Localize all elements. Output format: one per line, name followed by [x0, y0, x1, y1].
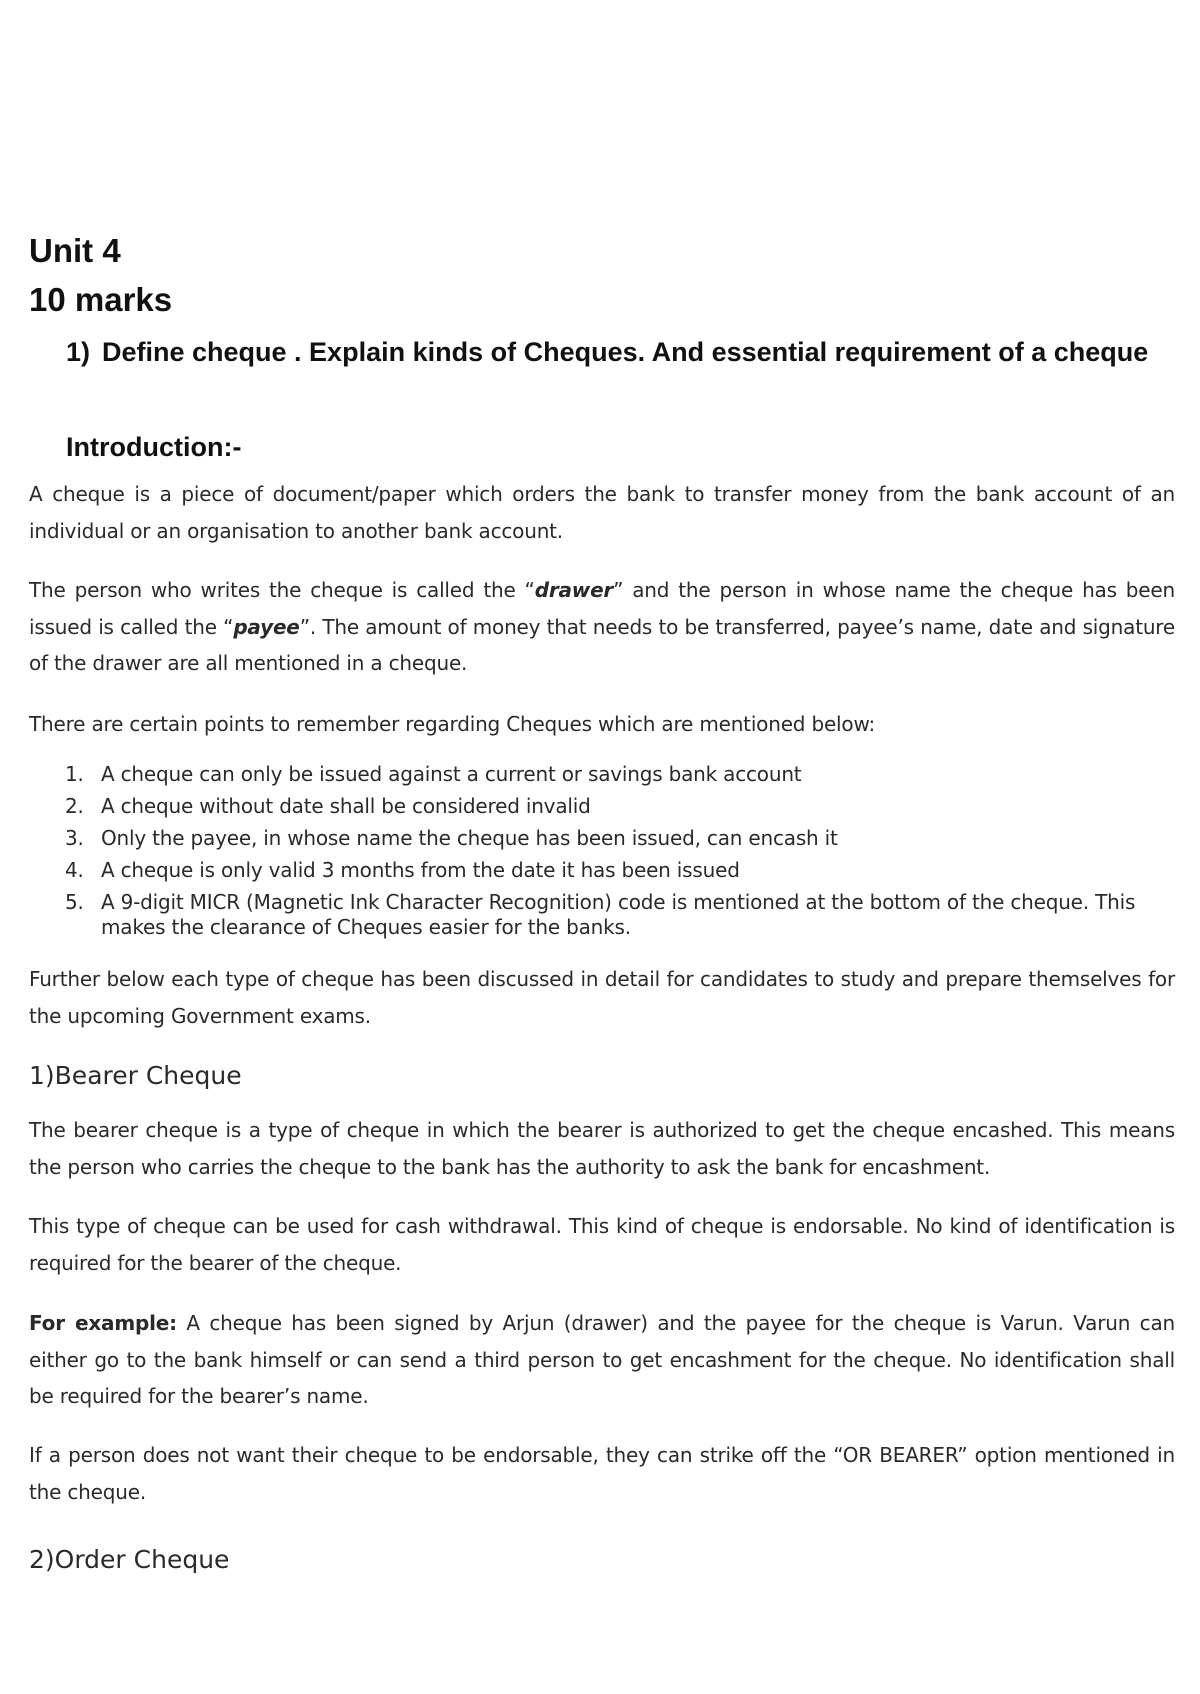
example-label: For example: [29, 1311, 177, 1335]
text-run: The person who writes the cheque is called the “ [29, 578, 535, 602]
points-list [29, 762, 1175, 947]
text-run: ” and the person in whose name the cheque has been issued is called the “ [29, 578, 1175, 639]
text-run: ”. The amount of money that needs to be transferred, payee’s name, date and signature of the drawer are all mentioned in a cheque. [29, 614, 1175, 675]
list-text: A 9-digit MICR (Magnetic Ink Character Recognition) code is mentioned at the bottom of the cheque. This makes the clearance of Cheques easier for the banks. [101, 890, 1136, 939]
list-item [29, 890, 1175, 940]
bearer-paragraph-definition: The bearer cheque is a type of cheque in which the bearer is authorized to get the cheque encashed. This means the person who carries the cheque to the bank has the authority to ask the bank for encashment. [29, 1118, 1175, 1179]
question-heading [66, 330, 1176, 375]
list-text: A cheque can only be issued against a current or savings bank account [101, 762, 802, 786]
bearer-paragraph-strike-off: If a person does not want their cheque to be endorsable, they can strike off the “OR BEARER” option mentioned in the cheque. [29, 1443, 1175, 1504]
list-number: 1. [65, 762, 84, 786]
unit-heading: Unit 4 [29, 232, 121, 269]
list-number: 2. [65, 794, 84, 818]
list-item [29, 858, 1175, 883]
intro-paragraph-points-lead: There are certain points to remember regarding Cheques which are mentioned below: [29, 712, 876, 736]
list-number: 4. [65, 858, 84, 882]
payee-term: payee [233, 614, 300, 639]
drawer-term: drawer [534, 578, 614, 602]
list-number: 5. [65, 890, 84, 914]
intro-paragraph-definition: A cheque is a piece of document/paper which orders the bank to transfer money from the bank account of an individual or an organisation to another bank account. [29, 482, 1175, 543]
bearer-cheque-heading: 1)Bearer Cheque [29, 1061, 242, 1090]
list-text: A cheque is only valid 3 months from the date it has been issued [101, 858, 740, 882]
list-text: Only the payee, in whose name the cheque has been issued, can encash it [101, 826, 838, 850]
example-text: A cheque has been signed by Arjun (drawer) and the payee for the cheque is Varun. Varun can either go to the bank himself or can send a third person to get encashment for the cheque. No identification shall be required for the bearer’s name. [29, 1311, 1175, 1408]
list-item [29, 762, 1175, 787]
marks-heading: 10 marks [29, 281, 173, 318]
list-text: A cheque without date shall be considered invalid [101, 794, 591, 818]
question-number: 1) [66, 337, 91, 367]
list-item [29, 826, 1175, 851]
intro-paragraph-drawer-payee [29, 572, 1175, 682]
question-text: Define cheque . Explain kinds of Cheques. And essential requirement of a cheque [102, 337, 1149, 367]
list-number: 3. [65, 826, 84, 850]
bearer-paragraph-example [29, 1305, 1175, 1415]
further-paragraph: Further below each type of cheque has been discussed in detail for candidates to study and prepare themselves for the upcoming Government exams. [29, 967, 1175, 1028]
order-cheque-heading: 2)Order Cheque [29, 1545, 230, 1574]
list-item [29, 794, 1175, 819]
introduction-heading: Introduction:- [66, 432, 242, 462]
bearer-paragraph-usage: This type of cheque can be used for cash withdrawal. This kind of cheque is endorsable. No kind of identification is required for the bearer of the cheque. [29, 1214, 1175, 1275]
